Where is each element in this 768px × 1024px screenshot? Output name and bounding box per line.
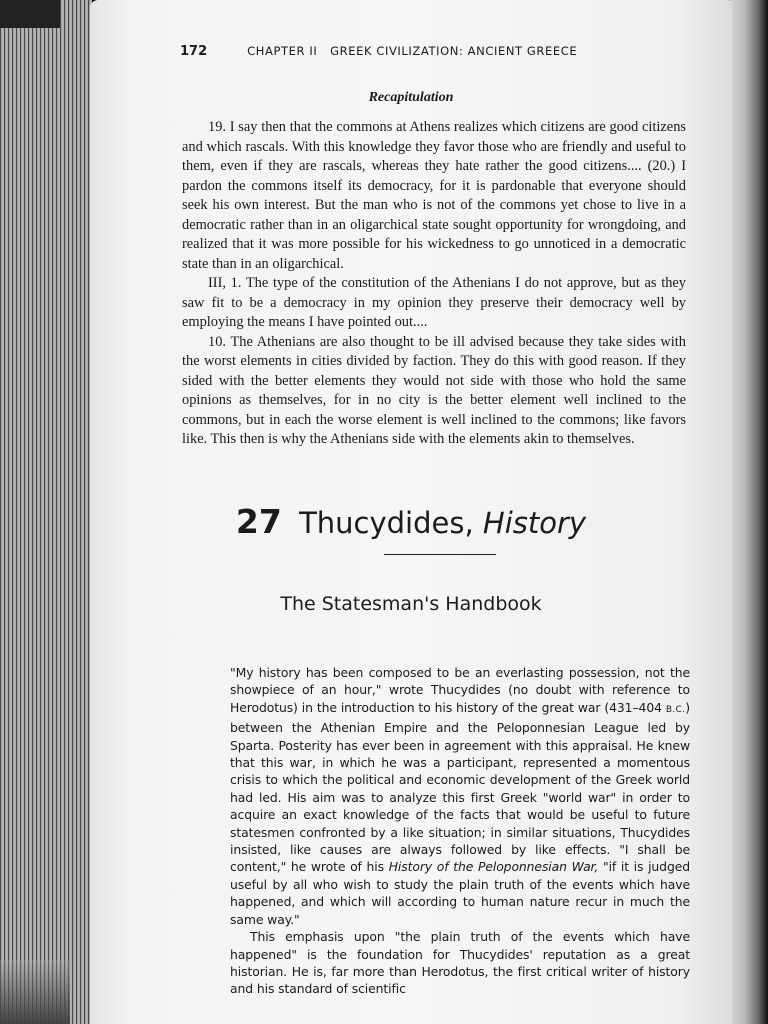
chapter-number: 27 [235,502,282,541]
title-divider [384,554,496,555]
chapter-introduction [230,664,690,998]
paragraph: 10. The Athenians are also thought to be ill advised because they take sides with the worst elements in cities divided by faction. They do this with good reason. If they sided with the better elements they would not side with those who hold the same opinions as themselves, for in no city is the better element well inclined to the commons, but in each the worse element is well inclined to the commons; like favors like. This then is why the Athenians side with the elements akin to themselves. [182,333,686,447]
paragraph: 19. I say then that the commons at Athens realizes which citizens are good citizens and which rascals. With this knowledge they favor those who are friendly and useful to them, even if they are rascals, whereas they hate rather the good citizens.... (20.) I pardon the commons itself its democracy, for it is pardonable that everyone should seek his own interest. But the man who is not of the commons yet chose to live in a democratic rather than in an oligarchical state sought opportunity for wrongdoing, and realized that it was more possible for his wickedness to go unnoticed in a democratic state than in an oligarchical. [182,119,686,272]
intro-paragraph: This emphasis upon "the plain truth of the events which have happened" is the foundation for Thucydides' reputation as a great historian. He is, far more than Herodotus, the first critical writer of history and his standard of scientific [230,929,690,997]
book-page [90,0,732,1024]
left-page-edges [0,0,92,1024]
intro-text: "if it is judged useful by all who wish to study the plain truth of the events which have happened, and which will according to human nature recur in much the same way." [230,859,690,927]
intro-paragraph [230,664,690,928]
chapter-heading: CHAPTER II GREEK CIVILIZATION: ANCIENT GREECE [247,44,578,58]
running-head [180,44,577,59]
right-gutter-shadow [730,0,768,1024]
era-abbreviation: B.C. [665,704,686,715]
chapter-author: Thucydides, [299,506,474,540]
chapter-title [90,502,732,541]
section-title: Recapitulation [368,90,454,105]
intro-text: ) between the Athenian Empire and the Peloponnesian League led by Sparta. Posterity has ever been in agreement with this appraisal. He knew that this war, in which he was a participant, represented a momentous crisis to which the political and economic development of the Greek world had led. His aim was to analyze this first Greek "world war" in order to acquire an exact knowledge of the facts that would be useful to future statesmen confronted by a like situation; in similar situations, Thucydides insisted, like causes are always followed by like effects. "I shall be content," he wrote of his [230,699,690,875]
chapter-work: History [482,506,587,540]
recapitulation-text [182,118,686,450]
paragraph: III, 1. The type of the constitution of the Athenians I do not approve, but as they saw fit to be a democracy in my opinion they preserve their democracy well by employing the means I have pointed out.... [182,275,686,330]
left-edge-bottom-shadow [0,960,70,1024]
page-number: 172 [180,44,208,59]
left-edge-shadow [0,0,60,28]
chapter-subtitle: The Statesman's Handbook [280,593,542,615]
intro-text: "My history has been composed to be an everlasting possession, not the showpiece of an hour," wrote Thucydides (no doubt with reference to Herodotus) in the introduction to his history of the great war (431–404 [230,665,690,715]
book-title: History of the Peloponnesian War, [388,859,599,875]
